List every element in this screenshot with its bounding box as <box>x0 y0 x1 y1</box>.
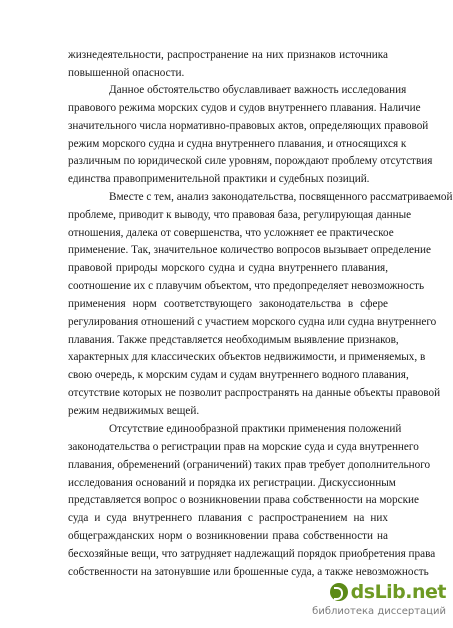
text-line: правовой природы морского судна и судна внутреннего плавания, <box>68 262 388 274</box>
text-line: соотношение их с плавучим объектом, что предопределяет невозможность <box>68 280 425 292</box>
text-line: жизнедеятельности, распространение на них признаков источника <box>68 49 388 61</box>
text-line: режим морского судна и судна внутреннего плавания, и относящихся к <box>68 138 407 150</box>
paragraph-start-line: Вместе с тем, анализ законодательства, посвященного рассматриваемой <box>109 191 453 203</box>
text-line: свою очередь, к морским судам и судам внутреннего водного плавания, <box>68 369 409 381</box>
watermark-tagline: библиотека диссертаций <box>312 606 446 617</box>
text-line: законодательства о регистрации прав на морские суда и суда внутреннего <box>68 441 419 453</box>
paragraph-start-line: Отсутствие единообразной практики применения положений <box>109 423 402 435</box>
text-line: значительного числа нормативно-правовых актов, определяющих правовой <box>68 120 429 132</box>
text-line: общегражданских норм о возникновении права собственности на <box>68 530 388 542</box>
dslib-logo <box>330 580 446 604</box>
text-line: правового режима морских судов и судов внутреннего плавания. Наличие <box>68 102 421 114</box>
text-line: применения норм соответствующего законодательства в сфере <box>68 298 388 310</box>
text-line: представляется вопрос о возникновении права собственности на морские <box>68 494 419 506</box>
text-line: повышенной опасности. <box>68 67 185 79</box>
text-line: применение. Так, значительное количество вопросов вызывает определение <box>68 244 431 256</box>
paragraph-start-line: Данное обстоятельство обуславливает важность исследования <box>109 84 407 96</box>
dslib-watermark <box>310 580 446 624</box>
text-line: суда и суда внутреннего плавания с распространением на них <box>68 512 388 524</box>
text-line: отсутствие которых не позволит распространять на данные объекты правовой <box>68 387 441 399</box>
watermark-name: dsLib.net <box>350 581 446 603</box>
dslib-logo-icon <box>330 583 348 601</box>
text-line: бесхозяйные вещи, что затрудняет надлежащий порядок приобретения права <box>68 548 436 560</box>
text-line: исследования оснований и порядка их регистрации. Дискуссионным <box>68 477 396 489</box>
text-line: различным по юридической силе уровням, порождают проблему отсутствия <box>68 155 433 167</box>
text-line: характерных для классических объектов недвижимости, и применяемых, в <box>68 351 426 363</box>
text-line: режим недвижимых вещей. <box>68 405 200 417</box>
text-line: отношения, далека от совершенства, что усложняет ее практическое <box>68 227 394 239</box>
text-line: регулирования отношений с участием морского судна или судна внутреннего <box>68 316 437 328</box>
text-line: плавания. Также представляется необходимым выявление признаков, <box>68 334 399 346</box>
text-line: проблеме, приводит к выводу, что правовая база, регулирующая данные <box>68 209 412 221</box>
text-line: плавания, обременений (ограничений) таких прав требует дополнительного <box>68 459 431 471</box>
text-line-partial: собственности на затонувшие или брошенные суда, а также невозможность <box>68 566 429 578</box>
text-line: единства правоприменительной практики и судебных позиций. <box>68 173 370 185</box>
